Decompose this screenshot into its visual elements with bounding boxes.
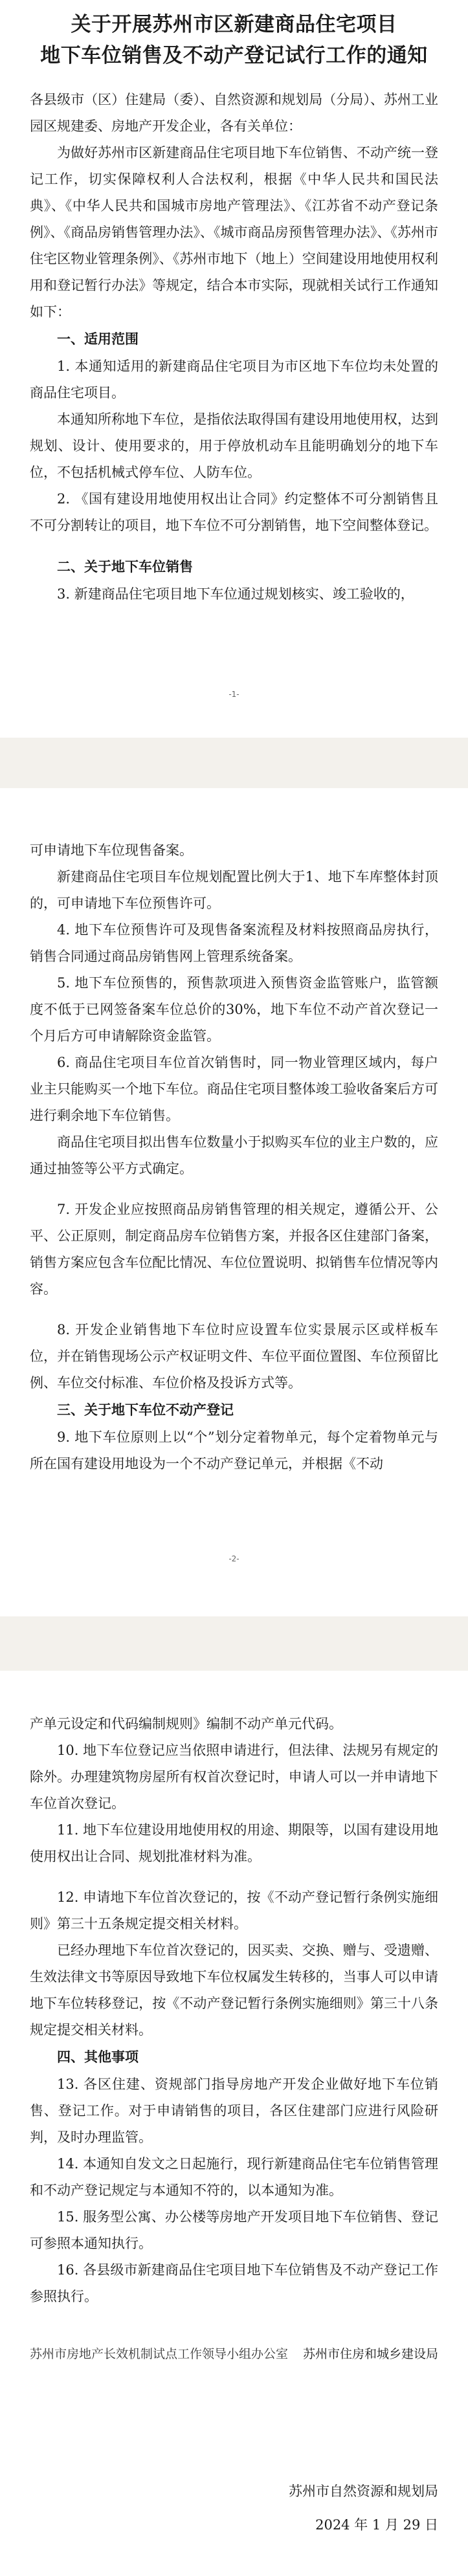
page-number-1: -1- bbox=[228, 690, 240, 699]
issue-date: 2024 年 1 月 29 日 bbox=[315, 2517, 438, 2533]
page-number-2: -2- bbox=[228, 1554, 240, 1563]
clause-3-presale: 新建商品住宅项目车位规划配置比例大于1、地下车库整体封顶的，可申请地下车位预售许可。 bbox=[30, 869, 438, 911]
clause-12: 12. 申请地下车位首次登记的，按《不动产登记暂行条例实施细则》第三十五条规定提交相关材料。 bbox=[30, 1889, 438, 1932]
title-line-1: 关于开展苏州市区新建商品住宅项目 bbox=[71, 13, 397, 36]
signature-row bbox=[30, 2344, 438, 2364]
clause-7: 7. 开发企业应按照商品房销售管理的相关规定，遵循公开、公平、公正原则，制定商品房车位销售方案，并报各区住建部门备案，销售方案应包含车位配比情况、车位位置说明、拟销售车位情况等内容。 bbox=[30, 1202, 438, 1297]
clause-12-transfer: 已经办理地下车位首次登记的，因买卖、交换、赠与、受遗赠、生效法律文书等原因导致地下车位权属发生转移的，当事人可以申请地下车位转移登记，按《不动产登记暂行条例实施细则》第三十八条规定提交相关材料。 bbox=[30, 1943, 438, 2038]
clause-13: 13. 各区住建、资规部门指导房地产开发企业做好地下车位销售、登记工作。对于申请销售的项目，各区住建部门应进行风险研判，及时办理监管。 bbox=[30, 2076, 438, 2145]
signature-block bbox=[30, 2480, 438, 2537]
signature-housing-bureau: 苏州市住房和城乡建设局 bbox=[302, 2347, 438, 2361]
document-page-3 bbox=[0, 1671, 468, 2576]
document-title bbox=[30, 9, 438, 71]
section-heading-registration: 三、关于地下车位不动产登记 bbox=[57, 1402, 234, 1418]
clause-2: 2. 《国有建设用地使用权出让合同》约定整体不可分割销售且不可分割转让的项目，地下车位不可分割销售，地下空间整体登记。 bbox=[30, 491, 438, 533]
section-heading-sales: 二、关于地下车位销售 bbox=[57, 559, 193, 575]
clause-3-continued: 可申请地下车位现售备案。 bbox=[30, 842, 193, 858]
intro-paragraph: 为做好苏州市区新建商品住宅项目地下车位销售、不动产统一登记工作，切实保障权利人合法权利，根据《中华人民共和国民法典》、《中华人民共和国城市房地产管理法》、《江苏省不动产登记条例》、《商品房销售管理办法》、《城市商品房预售管理办法》、《苏州市住宅区物业管理条例》、《苏州市地下（地上）空间建设用地使用权利用和登记暂行办法》等规定，结合本市实际，现就相关试行工作通知如下： bbox=[30, 145, 438, 320]
clause-14: 14. 本通知自发文之日起施行，现行新建商品住宅车位销售管理和不动产登记规定与本通知不符的，以本通知为准。 bbox=[30, 2156, 438, 2198]
clause-3-start: 3. 新建商品住宅项目地下车位通过规划核实、竣工验收的， bbox=[57, 586, 414, 602]
signature-resources-bureau: 苏州市自然资源和规划局 bbox=[289, 2483, 438, 2499]
title-line-2: 地下车位销售及不动产登记试行工作的通知 bbox=[40, 44, 428, 67]
clause-1: 1. 本通知适用的新建商品住宅项目为市区地下车位均未处置的商品住宅项目。 bbox=[30, 358, 438, 401]
recipients: 各县级市（区）住建局（委）、自然资源和规划局（分局）、苏州工业园区规建委、房地产开发企业，各有关单位： bbox=[30, 92, 438, 134]
clause-9-start: 9. 地下车位原则上以“个”划分定着物单元，每个定着物单元与所在国有建设用地设为一个不动产登记单元，并根据《不动 bbox=[30, 1429, 438, 1471]
clause-9-continued: 产单元设定和代码编制规则》编制不动产单元代码。 bbox=[30, 1716, 342, 1732]
section-heading-scope: 一、适用范围 bbox=[57, 331, 139, 347]
clause-10: 10. 地下车位登记应当依照申请进行，但法律、法规另有规定的除外。办理建筑物房屋所有权首次登记时，申请人可以一并申请地下车位首次登记。 bbox=[30, 1743, 438, 1811]
document-page-1 bbox=[0, 0, 468, 738]
signature-office: 苏州市房地产长效机制试点工作领导小组办公室 bbox=[30, 2347, 289, 2361]
clause-8: 8. 开发企业销售地下车位时应设置车位实景展示区或样板车位，并在销售现场公示产权证明文件、车位平面位置图、车位预留比例、车位交付标准、车位价格及投诉方式等。 bbox=[30, 1322, 438, 1391]
clause-15: 15. 服务型公寓、办公楼等房地产开发项目地下车位销售、登记可参照本通知执行。 bbox=[30, 2209, 438, 2251]
clause-4: 4. 地下车位预售许可及现售备案流程及材料按照商品房执行，销售合同通过商品房销售网上管理系统备案。 bbox=[30, 922, 438, 964]
document-page-2 bbox=[0, 788, 468, 1616]
clause-1-definition: 本通知所称地下车位，是指依法取得国有建设用地使用权，达到规划、设计、使用要求的，用于停放机动车且能明确划分的地下车位，不包括机械式停车位、人防车位。 bbox=[30, 412, 438, 480]
clause-16: 16. 各县级市新建商品住宅项目地下车位销售及不动产登记工作参照执行。 bbox=[30, 2262, 438, 2304]
clause-6: 6. 商品住宅项目车位首次销售时，同一物业管理区域内，每户业主只能购买一个地下车位。商品住宅项目整体竣工验收备案后方可进行剩余地下车位销售。 bbox=[30, 1055, 438, 1123]
clause-5: 5. 地下车位预售的，预售款项进入预售资金监管账户，监管额度不低于已网签备案车位总价的30%，地下车位不动产首次登记一个月后方可申请解除资金监管。 bbox=[30, 975, 438, 1044]
clause-6-lottery: 商品住宅项目拟出售车位数量小于拟购买车位的业主户数的，应通过抽签等公平方式确定。 bbox=[30, 1134, 438, 1176]
clause-11: 11. 地下车位建设用地使用权的用途、期限等，以国有建设用地使用权出让合同、规划批准材料为准。 bbox=[30, 1822, 438, 1864]
section-heading-other: 四、其他事项 bbox=[57, 2049, 139, 2065]
